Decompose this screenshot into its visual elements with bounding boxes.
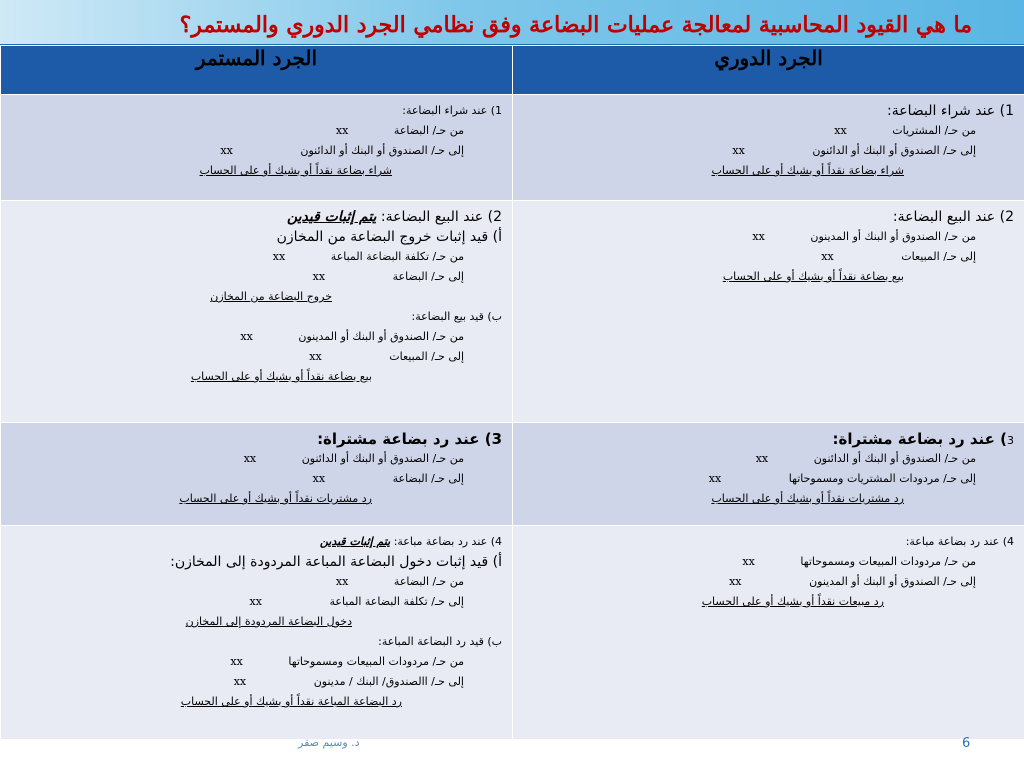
debit-account: من حـ/ الصندوق أو البنك أو الدائنون — [301, 452, 464, 465]
footer-author: د. وسيم صقر — [298, 736, 360, 749]
amount-placeholder: xx — [742, 555, 755, 568]
row-sale — [1, 201, 1024, 423]
entry-heading-line — [11, 532, 502, 552]
amount-placeholder: xx — [249, 595, 262, 608]
entry-heading: 1) عند شراء البضاعة: — [402, 104, 502, 117]
entry-heading: 4) عند رد بضاعة مباعة: — [393, 535, 502, 548]
credit-account: إلى حـ/ االصندوق/ البنك / مدينون — [313, 675, 464, 688]
credit-account: إلى حـ/ مردودات المشتريات ومسموحاتها — [788, 472, 976, 485]
entry-note: شراء بضاعة نقداً أو بشيك أو على الحساب — [199, 164, 392, 177]
amount-placeholder: xx — [335, 575, 349, 588]
entry-heading: عند رد بضاعة مشتراة: — [832, 430, 995, 448]
sub-entry-b-title: ب) قيد بيع البضاعة: — [411, 310, 502, 323]
header-perpetual: الجرد المستمر — [1, 46, 513, 95]
journal-entries-table — [0, 45, 1024, 740]
debit-line — [11, 121, 502, 141]
entry-note: رد مشتريات نقداً أو بشيك أو على الحساب — [711, 492, 904, 505]
credit-line — [11, 672, 502, 692]
credit-account: إلى حـ/ الصندوق أو البنك أو المدينون — [809, 575, 976, 588]
cell-periodic-purchase-return — [513, 423, 1024, 526]
sub-entry-a-title: أ) قيد إثبات خروج البضاعة من المخازن — [276, 229, 502, 245]
cell-periodic-sale — [513, 201, 1024, 423]
entry-note: دخول البضاعة المردودة إلى المخازن — [185, 615, 352, 628]
amount-placeholder: xx — [834, 124, 847, 137]
credit-account: إلى حـ/ البضاعة — [392, 472, 464, 485]
amount-placeholder: xx — [729, 575, 742, 588]
amount-placeholder: xx — [312, 472, 326, 485]
header-periodic: الجرد الدوري — [513, 46, 1024, 95]
amount-placeholder: xx — [240, 330, 253, 343]
amount-placeholder: xx — [821, 250, 834, 263]
entry-heading: 1) عند شراء البضاعة: — [887, 103, 1014, 119]
credit-account: إلى حـ/ البضاعة — [392, 270, 464, 283]
entry-note: بيع بضاعة نقداً أو بشيك أو على الحساب — [190, 370, 372, 383]
debit-line — [523, 227, 1014, 247]
entry-note: خروج البضاعة من المخازن — [210, 290, 332, 303]
sub-entry-b-title: ب) قيد رد البضاعة المباعة: — [378, 635, 502, 648]
debit-line — [11, 449, 502, 469]
entry-number: 3 — [1007, 434, 1014, 447]
slide-title: ما هي القيود المحاسبية لمعالجة عمليات البضاعة وفق نظامي الجرد الدوري والمستمر؟ — [179, 12, 972, 38]
debit-account: من حـ/ الصندوق أو البنك أو الدائنون — [813, 452, 976, 465]
credit-line — [11, 141, 502, 161]
debit-line — [11, 247, 502, 267]
debit-line — [523, 449, 1014, 469]
page-number: 6 — [962, 736, 971, 751]
credit-line — [11, 592, 502, 612]
row-sale-return — [1, 526, 1024, 740]
entry-note: رد مشتريات نقداً أو بشيك أو على الحساب — [179, 492, 372, 505]
cell-perpetual-sale — [1, 201, 513, 423]
credit-account: إلى حـ/ المبيعات — [389, 350, 464, 363]
credit-account: إلى حـ/ الصندوق أو البنك أو الدائنون — [812, 144, 976, 157]
amount-placeholder: xx — [230, 655, 243, 668]
entry-note: رد مبيعات نقداً أو بشيك أو على الحساب — [701, 595, 884, 608]
debit-account: من حـ/ مردودات المبيعات ومسموحاتها — [800, 555, 976, 568]
amount-placeholder: xx — [755, 452, 769, 465]
amount-placeholder: xx — [309, 350, 322, 363]
amount-placeholder: xx — [752, 230, 765, 243]
debit-account: من حـ/ البضاعة — [393, 575, 464, 588]
two-entries-emphasis: يتم إثبات قيدين — [319, 535, 391, 548]
debit-line — [11, 327, 502, 347]
debit-line — [11, 652, 502, 672]
credit-line — [523, 141, 1014, 161]
entry-heading: 3) عند رد بضاعة مشتراة: — [317, 430, 502, 448]
cell-perpetual-purchase — [1, 95, 513, 201]
cell-perpetual-sale-return — [1, 526, 513, 740]
debit-account: من حـ/ الصندوق أو البنك أو المدينون — [298, 330, 464, 343]
amount-placeholder: xx — [243, 452, 257, 465]
debit-line — [523, 121, 1014, 141]
amount-placeholder: xx — [220, 144, 233, 157]
credit-line — [523, 572, 1014, 592]
credit-line — [523, 247, 1014, 267]
credit-line — [523, 469, 1014, 489]
amount-placeholder: xx — [312, 270, 326, 283]
two-entries-emphasis: يتم إثبات قيدين — [286, 209, 377, 225]
credit-account: إلى حـ/ الصندوق أو البنك أو الدائنون — [300, 144, 464, 157]
amount-placeholder: xx — [272, 250, 286, 263]
amount-placeholder: xx — [233, 675, 247, 688]
cell-periodic-sale-return — [513, 526, 1024, 740]
amount-placeholder: xx — [732, 144, 745, 157]
entry-note: رد البضاعة المباعة نقداً أو بشيك أو على الحساب — [180, 695, 402, 708]
entry-heading: 4) عند رد بضاعة مباعة: — [905, 535, 1014, 548]
entry-heading: 2) عند البيع البضاعة: — [892, 209, 1014, 225]
entry-note: شراء بضاعة نقداً أو بشيك أو على الحساب — [711, 164, 904, 177]
credit-line — [11, 469, 502, 489]
amount-placeholder: xx — [335, 124, 349, 137]
debit-line — [11, 572, 502, 592]
row-purchase — [1, 95, 1024, 201]
entry-heading-line: 3) عند رد بضاعة مشتراة: — [832, 430, 1014, 448]
sub-entry-a-title: أ) قيد إثبات دخول البضاعة المباعة المردودة إلى المخازن: — [170, 554, 502, 570]
debit-account: من حـ/ تكلفة البضاعة المباعة — [330, 250, 464, 263]
row-purchase-return — [1, 423, 1024, 526]
entry-heading-line — [11, 207, 502, 227]
debit-account: من حـ/ الصندوق أو البنك أو المدينون — [810, 230, 976, 243]
credit-account: إلى حـ/ تكلفة البضاعة المباعة — [329, 595, 464, 608]
amount-placeholder: xx — [708, 472, 722, 485]
debit-line — [523, 552, 1014, 572]
entry-heading: 2) عند البيع البضاعة: — [380, 209, 502, 225]
credit-line — [11, 267, 502, 287]
entry-note: بيع بضاعة نقداً أو بشيك أو على الحساب — [722, 270, 904, 283]
table-header-row — [1, 46, 1024, 95]
debit-account: من حـ/ المشتريات — [892, 124, 976, 137]
cell-perpetual-purchase-return — [1, 423, 513, 526]
cell-periodic-purchase — [513, 95, 1024, 201]
credit-line — [11, 347, 502, 367]
debit-account: من حـ/ مردودات المبيعات ومسموحاتها — [288, 655, 464, 668]
debit-account: من حـ/ البضاعة — [393, 124, 464, 137]
credit-account: إلى حـ/ المبيعات — [901, 250, 976, 263]
